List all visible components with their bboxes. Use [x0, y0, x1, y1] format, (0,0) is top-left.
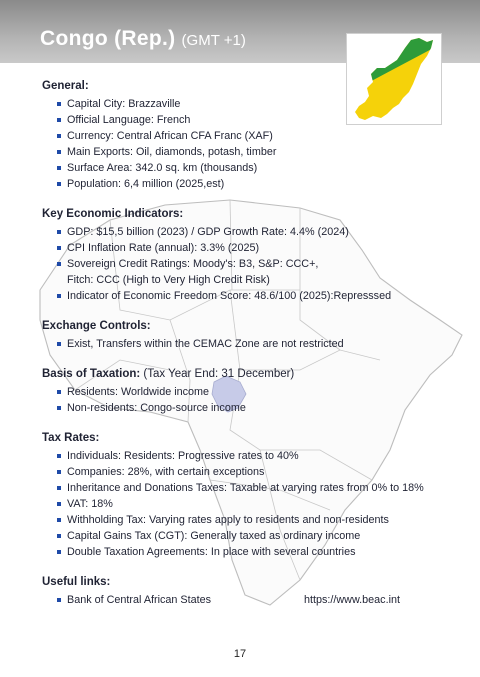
list-item: Capital Gains Tax (CGT): Generally taxed as ordinary income — [57, 528, 442, 544]
tax-year-note: (Tax Year End: 31 December) — [143, 368, 295, 380]
section-heading-exchange: Exchange Controls: — [42, 320, 151, 332]
economic-list — [42, 224, 442, 304]
taxation-heading-label: Basis of Taxation: — [42, 368, 141, 380]
list-item: GDP: $15,5 billion (2023) / GDP Growth Rate: 4.4% (2024) — [57, 224, 442, 240]
list-item: Double Taxation Agreements: In place with several countries — [57, 544, 442, 560]
link-label: Bank of Central African States — [67, 594, 212, 606]
list-item: Currency: Central African CFA Franc (XAF) — [57, 128, 442, 144]
page-title — [40, 27, 246, 51]
list-item: Exist, Transfers within the CEMAC Zone are not restricted — [57, 336, 442, 352]
list-item: Non-residents: Congo-source income — [57, 400, 442, 416]
list-item: Companies: 28%, with certain exceptions — [57, 464, 442, 480]
list-item: Main Exports: Oil, diamonds, potash, timber — [57, 144, 442, 160]
links-list — [42, 592, 442, 608]
section-heading-links: Useful links: — [42, 576, 111, 588]
section-heading-economic: Key Economic Indicators: — [42, 208, 184, 220]
link-url[interactable]: https://www.beac.int — [303, 594, 400, 606]
list-item — [57, 256, 442, 288]
content-area — [42, 78, 442, 622]
list-item: Residents: Worldwide income — [57, 384, 442, 400]
country-name: Congo (Rep.) — [40, 27, 176, 50]
general-list — [42, 96, 442, 192]
list-item: VAT: 18% — [57, 496, 442, 512]
section-general — [42, 78, 442, 192]
credit-rating-continuation: Fitch: CCC (High to Very High Credit Risk) — [67, 274, 270, 286]
section-heading-taxation — [42, 366, 442, 382]
list-item: Capital City: Brazzaville — [57, 96, 442, 112]
list-item: Withholding Tax: Varying rates apply to residents and non-residents — [57, 512, 442, 528]
list-item: Individuals: Residents: Progressive rates to 40% — [57, 448, 442, 464]
credit-rating-line: Sovereign Credit Ratings: Moody's: B3, S&P: CCC+, — [67, 258, 319, 270]
section-taxation — [42, 366, 442, 416]
page-number: 17 — [233, 648, 247, 660]
list-item: Official Language: French — [57, 112, 442, 128]
list-item: Inheritance and Donations Taxes: Taxable at varying rates from 0% to 18% — [57, 480, 442, 496]
list-item: CPI Inflation Rate (annual): 3.3% (2025) — [57, 240, 442, 256]
list-item — [57, 592, 442, 608]
tax-rates-list — [42, 448, 442, 560]
section-tax-rates — [42, 430, 442, 560]
section-useful-links — [42, 574, 442, 608]
section-economic — [42, 206, 442, 304]
list-item: Surface Area: 342.0 sq. km (thousands) — [57, 160, 442, 176]
section-heading-tax-rates: Tax Rates: — [42, 432, 100, 444]
exchange-list — [42, 336, 442, 352]
section-exchange — [42, 318, 442, 352]
list-item: Indicator of Economic Freedom Score: 48.6/100 (2025):Represssed — [57, 288, 442, 304]
timezone-label: (GMT +1) — [181, 32, 246, 49]
list-item: Population: 6,4 million (2025,est) — [57, 176, 442, 192]
section-heading-general: General: — [42, 80, 89, 92]
taxation-list — [42, 384, 442, 416]
